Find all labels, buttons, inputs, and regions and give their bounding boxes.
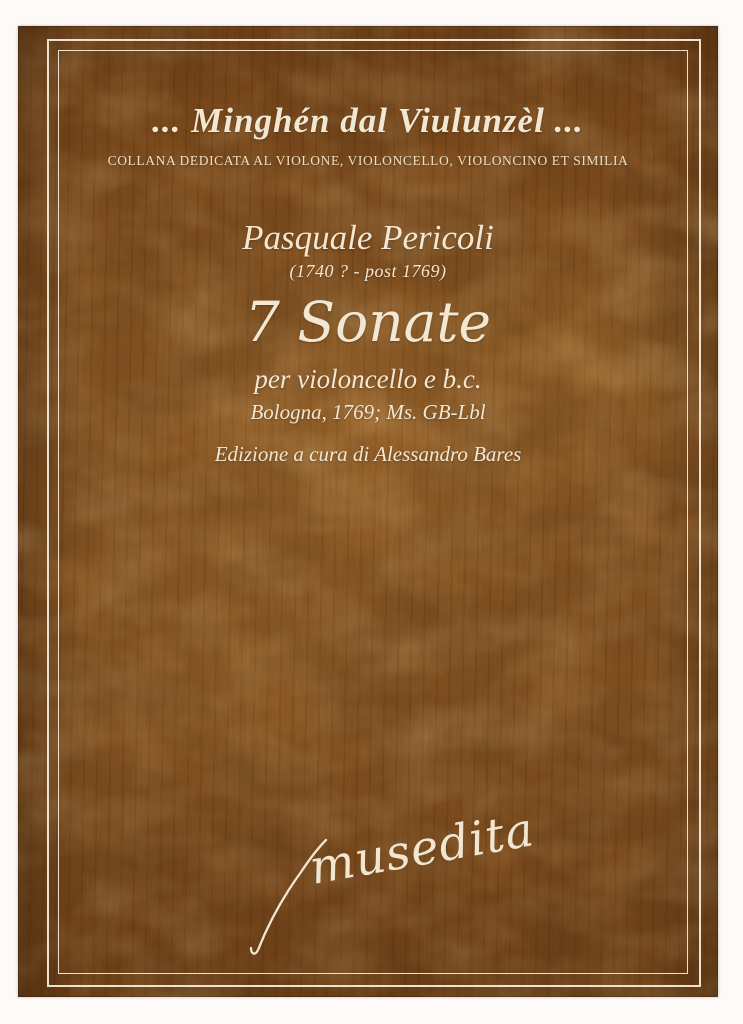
- edition-line: Edizione a cura di Alessandro Bares: [214, 442, 522, 466]
- source-line: Bologna, 1769; Ms. GB-Lbl: [250, 400, 486, 424]
- frame-inner-rule: [58, 50, 688, 974]
- series-subtitle: COLLANA DEDICATA AL VIOLONE, VIOLONCELLO, VIOLONCINO ET SIMILIA: [107, 153, 629, 168]
- series-title: ... Minghén dal Viulunzèl ...: [152, 101, 584, 140]
- composer-dates: (1740 ? - post 1769): [289, 261, 447, 281]
- composer-name: Pasquale Pericoli: [242, 218, 494, 257]
- logo-flourish: [251, 840, 326, 954]
- wood-grain-texture: [18, 26, 718, 997]
- musedita-logo-text: musedita: [305, 802, 539, 896]
- work-title: 7 Sonate: [244, 290, 492, 354]
- work-subtitle: per violoncello e b.c.: [254, 364, 482, 394]
- frame-outer-rule: [47, 39, 701, 987]
- musedita-logo: [225, 788, 555, 988]
- wood-cover-background: [18, 26, 718, 997]
